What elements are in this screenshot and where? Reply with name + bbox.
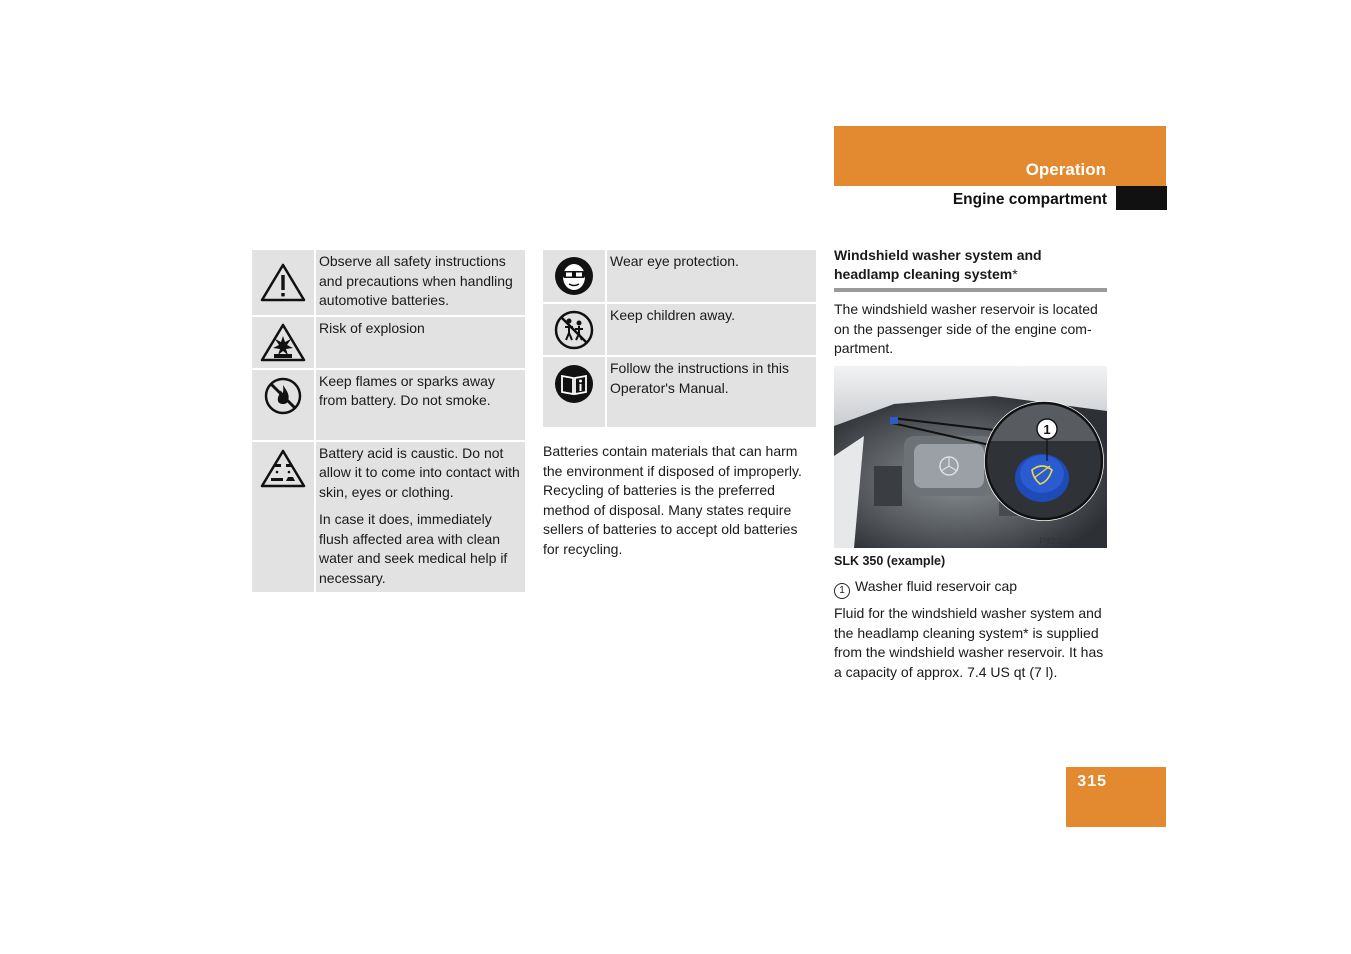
icon-cell xyxy=(543,356,606,428)
instruction-text: Wear eye protection. xyxy=(610,253,739,269)
corrosive-warning-icon xyxy=(260,448,306,488)
figure-caption: SLK 350 (example) xyxy=(834,554,946,568)
instruction-text: Keep flames or sparks away from battery. Do not smoke. xyxy=(319,372,495,408)
table-row xyxy=(543,356,816,428)
battery-safety-table-left xyxy=(252,250,525,594)
table-row xyxy=(543,250,816,303)
instruction-text: Observe all safety instructions and precautions when handling automotive batteries. xyxy=(319,253,513,308)
header-tab-marker xyxy=(1116,186,1167,210)
table-row xyxy=(252,250,525,316)
icon-cell xyxy=(543,303,606,356)
icon-cell xyxy=(252,316,315,369)
table-text-cell xyxy=(315,316,525,369)
table-text-cell xyxy=(606,250,816,303)
table-text-cell xyxy=(315,369,525,441)
operators-manual-icon xyxy=(553,363,595,405)
figure-code: P82.35-2375-31 xyxy=(1039,536,1104,546)
table-row xyxy=(252,316,525,369)
legend-number-badge: 1 xyxy=(834,583,850,599)
page-number: 315 xyxy=(1077,773,1107,790)
figure-legend xyxy=(834,577,1017,599)
explosion-warning-icon xyxy=(260,322,306,362)
legend-text: Washer fluid reservoir cap xyxy=(855,578,1018,594)
no-flame-icon xyxy=(263,376,303,416)
icon-cell xyxy=(543,250,606,303)
table-row xyxy=(252,369,525,441)
icon-cell xyxy=(252,250,315,316)
table-text-cell xyxy=(606,303,816,356)
keep-children-away-icon xyxy=(553,309,595,351)
washer-capacity-paragraph: Fluid for the windshield washer system and the headlamp cleaning system* is supplied from the windshield washer reservoir. It has a capacity of approx. 7.4 US qt (7 l). xyxy=(834,605,1104,680)
instruction-text: Follow the instructions in this Operator's Manual. xyxy=(610,360,789,396)
table-row xyxy=(252,441,525,594)
optional-asterisk: * xyxy=(1012,266,1018,282)
battery-safety-table-right xyxy=(543,250,816,429)
icon-cell xyxy=(252,369,315,441)
instruction-text: Risk of explosion xyxy=(319,319,425,336)
table-text-cell xyxy=(315,250,525,316)
instruction-text: In case it does, immediately flush affected area with clean water and seek medical help if necessary. xyxy=(319,511,508,586)
instruction-text: Battery acid is caustic. Do not allow it to come into contact with skin, eyes or clothing. xyxy=(319,444,520,500)
section-title: Operation xyxy=(1025,160,1106,179)
warning-triangle-icon xyxy=(260,262,306,302)
table-text-cell xyxy=(606,356,816,428)
windshield-washer-heading xyxy=(834,246,1107,292)
table-row xyxy=(543,303,816,356)
recycling-paragraph: Batteries contain materials that can harm the environment if disposed of improperly. Recycling of batteries is the preferred method of disposal. Many states require sellers of batteries to accept old batteries for recycling. xyxy=(543,443,802,557)
header-section-box xyxy=(834,126,1166,186)
page-number-box xyxy=(1066,767,1166,827)
icon-cell xyxy=(252,441,315,594)
table-text-cell xyxy=(315,441,525,594)
instruction-text: Keep children away. xyxy=(610,307,736,323)
eye-protection-icon xyxy=(553,255,595,297)
engine-compartment-figure xyxy=(834,366,1107,548)
heading-text: Windshield washer system and headlamp cleaning system xyxy=(834,247,1042,282)
subsection-title: Engine compartment xyxy=(952,191,1107,208)
washer-intro-paragraph: The windshield washer reservoir is located on the passenger side of the engine com-partment. xyxy=(834,301,1098,356)
engine-compartment-illustration xyxy=(834,366,1107,548)
figure-callout-number: 1 xyxy=(1043,422,1051,437)
